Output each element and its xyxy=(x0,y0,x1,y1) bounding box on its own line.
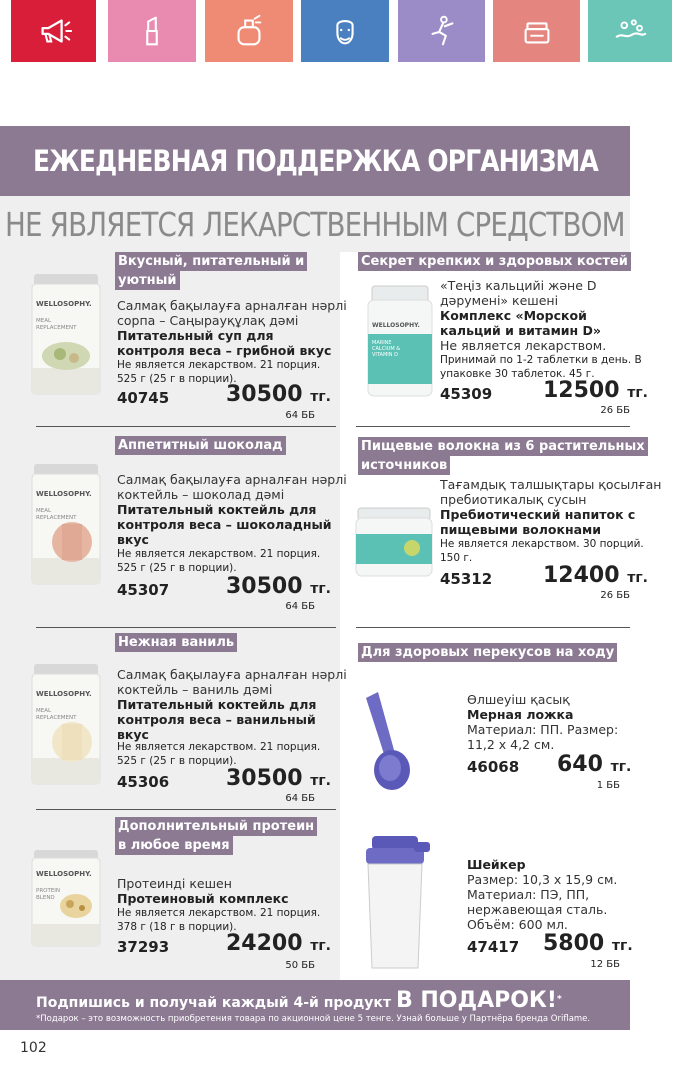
product-kz-name: «Теңіз кальцийі және D xyxy=(440,278,597,293)
product-price xyxy=(543,563,648,588)
product-code: 45309 xyxy=(440,385,493,403)
product-image-calcium xyxy=(366,284,434,404)
product-price xyxy=(226,931,331,956)
product-points: 26 ББ xyxy=(600,405,630,416)
product-material: Материал: ПЭ, ПП, xyxy=(467,887,590,902)
face-icon xyxy=(326,12,364,50)
tab-fragrance[interactable] xyxy=(205,0,293,62)
product-image-fiber xyxy=(354,506,434,582)
product-kz-name2: коктейль – шоколад дәмі xyxy=(117,487,285,502)
product-material: Материал: ПП. Размер: xyxy=(467,722,619,737)
product-kz-name2: коктейль – ваниль дәмі xyxy=(117,682,273,697)
product-code: 45307 xyxy=(117,581,170,599)
product-ru-name2: кальций и витамин D» xyxy=(440,323,601,338)
product-ru-name: Мерная ложка xyxy=(467,707,574,722)
divider xyxy=(36,426,336,427)
product-price xyxy=(543,931,633,956)
product-ru-name2: контроля веса – ванильный xyxy=(117,712,316,727)
price-value: 12400 xyxy=(543,563,620,588)
promo-text xyxy=(36,988,562,1013)
product-kz-name2: сорпа – Саңырауқұлақ дәмі xyxy=(117,313,299,328)
product-kz-name2: пребиотикалық сусын xyxy=(440,492,587,507)
cream-jar-icon xyxy=(518,12,556,50)
product-note: Не является лекарством. 21 порция. xyxy=(117,741,321,753)
product-price xyxy=(226,574,331,599)
product-image-spoon xyxy=(360,690,420,798)
tab-skincare[interactable] xyxy=(493,0,580,62)
price-value: 24200 xyxy=(226,931,303,956)
product-points: 64 ББ xyxy=(285,793,315,804)
perfume-icon xyxy=(230,12,268,50)
product-note: Принимай по 1-2 таблетки в день. В xyxy=(440,354,642,366)
product-price xyxy=(226,382,331,407)
product-note2: 525 г (25 г в порции). xyxy=(117,562,237,574)
highlight-heading: Секрет крепких и здоровых костей xyxy=(358,252,631,271)
price-currency: тг. xyxy=(627,385,648,401)
tab-makeup[interactable] xyxy=(108,0,196,62)
price-currency: тг. xyxy=(310,389,331,405)
product-code: 37293 xyxy=(117,938,170,956)
disclaimer-title: НЕ ЯВЛЯЕТСЯ ЛЕКАРСТВЕННЫМ СРЕДСТВОМ xyxy=(5,204,625,244)
product-material2: нержавеющая сталь. xyxy=(467,902,608,917)
divider xyxy=(356,627,630,628)
product-note2: 378 г (18 г в порции). xyxy=(117,921,237,933)
product-ru-name2: пищевыми волокнами xyxy=(440,522,602,537)
product-note2: 525 г (25 г в порции). xyxy=(117,755,237,767)
tab-men[interactable] xyxy=(301,0,389,62)
product-note: Не является лекарством. 21 порция. xyxy=(117,548,321,560)
product-size: 11,2 x 4,2 см. xyxy=(467,737,555,752)
product-image-shaker xyxy=(358,834,438,976)
promo-footer xyxy=(0,980,630,1030)
pack-label: MARINE CALCIUM & VITAMIN D xyxy=(372,340,401,358)
wash-icon xyxy=(611,12,649,50)
product-ru-name: Питательный коктейль для xyxy=(117,697,317,712)
product-price xyxy=(226,766,331,791)
product-ru-name: Комплекс «Морской xyxy=(440,308,587,323)
tab-hair[interactable] xyxy=(588,0,672,62)
brand-label: WELLOSOPHY. xyxy=(36,490,92,498)
price-currency: тг. xyxy=(610,759,632,775)
product-ru-name: Протеиновый комплекс xyxy=(117,891,289,906)
price-currency: тг. xyxy=(627,570,648,586)
product-ru-name: Питательный коктейль для xyxy=(117,502,317,517)
product-code: 45312 xyxy=(440,570,493,588)
pack-label: PROTEIN BLEND xyxy=(36,888,61,901)
megaphone-icon xyxy=(35,12,73,50)
product-image-protein xyxy=(30,848,102,952)
divider xyxy=(36,627,336,628)
product-ru-name: Шейкер xyxy=(467,857,526,872)
highlight-heading-line2: в любое время xyxy=(115,836,233,855)
product-note-main: Не является лекарством. xyxy=(440,338,607,353)
highlight-heading: Для здоровых перекусов на ходу xyxy=(358,643,617,662)
product-ru-name: Питательный суп для xyxy=(117,328,274,343)
price-currency: тг. xyxy=(611,938,633,954)
price-value: 5800 xyxy=(543,931,605,956)
promo-star: * xyxy=(556,994,562,1005)
promo-text-big: В ПОДАРОК! xyxy=(395,988,557,1013)
price-value: 12500 xyxy=(543,378,620,403)
product-image-chocolate xyxy=(30,460,102,592)
product-ru-name3: вкус xyxy=(117,727,149,742)
product-image-soup xyxy=(30,270,102,402)
page-number: 102 xyxy=(20,1040,47,1056)
product-ru-name3: вкус xyxy=(117,532,149,547)
product-kz-name2: дәрумені» кешені xyxy=(440,293,559,308)
product-code: 46068 xyxy=(467,758,520,776)
brand-label: WELLOSOPHY. xyxy=(36,870,92,878)
highlight-heading: Аппетитный шоколад xyxy=(115,436,286,455)
section-title: ЕЖЕДНЕВНАЯ ПОДДЕРЖКА ОРГАНИЗМА xyxy=(32,144,598,178)
price-currency: тг. xyxy=(310,773,331,789)
highlight-heading-line1: Вкусный, питательный и xyxy=(115,252,307,271)
product-points: 64 ББ xyxy=(285,601,315,612)
highlight-heading-line1: Дополнительный протеин xyxy=(115,817,317,836)
product-note2: упаковке 30 таблеток. 45 г. xyxy=(440,368,595,380)
product-note: Не является лекарством. 21 порция. xyxy=(117,359,321,371)
brand-label: WELLOSOPHY. xyxy=(36,690,92,698)
section-title-banner xyxy=(0,126,630,196)
lipstick-icon xyxy=(133,12,171,50)
product-points: 50 ББ xyxy=(285,960,315,971)
product-kz-name: Салмақ бақылауға арналған нәрлі xyxy=(117,472,347,487)
disclaimer-banner xyxy=(0,196,630,252)
highlight-heading-line2: уютный xyxy=(115,271,180,290)
product-note: Не является лекарством. 30 порций. xyxy=(440,538,644,550)
product-kz-name: Салмақ бақылауға арналған нәрлі xyxy=(117,298,347,313)
product-ru-name: Пребиотический напиток с xyxy=(440,507,636,522)
highlight-heading-line2: источников xyxy=(358,456,450,475)
product-code: 45306 xyxy=(117,773,170,791)
product-ru-name2: контроля веса – шоколадный xyxy=(117,517,332,532)
price-currency: тг. xyxy=(310,938,331,954)
product-price xyxy=(557,752,631,777)
highlight-heading: Нежная ваниль xyxy=(115,633,237,652)
tab-body[interactable] xyxy=(398,0,485,62)
product-note2: 525 г (25 г в порции). xyxy=(117,373,237,385)
product-kz-name: Салмақ бақылауға арналған нәрлі xyxy=(117,667,347,682)
product-price xyxy=(543,378,648,403)
promo-text-main: Подпишись и получай каждый 4-й продукт xyxy=(36,995,392,1011)
product-kz-name: Протеинді кешен xyxy=(117,876,232,891)
price-value: 30500 xyxy=(226,382,303,407)
highlight-heading-line1: Пищевые волокна из 6 растительных xyxy=(358,437,648,456)
product-volume: Объём: 600 мл. xyxy=(467,917,568,932)
price-value: 30500 xyxy=(226,766,303,791)
product-points: 64 ББ xyxy=(285,410,315,421)
brand-label: WELLOSOPHY. xyxy=(372,322,420,329)
product-note2: 150 г. xyxy=(440,552,473,564)
divider xyxy=(356,426,630,427)
product-points: 12 ББ xyxy=(590,959,620,970)
tab-megaphone[interactable] xyxy=(11,0,96,62)
pack-label: MEAL REPLACEMENT xyxy=(36,318,77,331)
product-size: Размер: 10,3 x 15,9 см. xyxy=(467,872,618,887)
promo-footnote: *Подарок – это возможность приобретения товара по акционной цене 5 тенге. Узнай больше у Партнёра бренда Oriflame. xyxy=(36,1014,591,1024)
product-code: 40745 xyxy=(117,389,170,407)
price-value: 30500 xyxy=(226,574,303,599)
divider xyxy=(36,809,336,810)
price-value: 640 xyxy=(557,752,603,777)
brand-label: WELLOSOPHY. xyxy=(36,300,92,308)
price-currency: тг. xyxy=(310,581,331,597)
product-points: 26 ББ xyxy=(600,590,630,601)
pack-label: MEAL REPLACEMENT xyxy=(36,508,77,521)
product-image-vanilla xyxy=(30,660,102,792)
product-kz-name: Өлшеуіш қасық xyxy=(467,692,570,707)
product-points: 1 ББ xyxy=(596,780,620,791)
body-icon xyxy=(423,12,461,50)
product-code: 47417 xyxy=(467,938,520,956)
product-kz-name: Тағамдық талшықтары қосылған xyxy=(440,477,662,492)
pack-label: MEAL REPLACEMENT xyxy=(36,708,77,721)
product-note: Не является лекарством. 21 порция. xyxy=(117,907,321,919)
product-ru-name2: контроля веса – грибной вкус xyxy=(117,343,332,358)
